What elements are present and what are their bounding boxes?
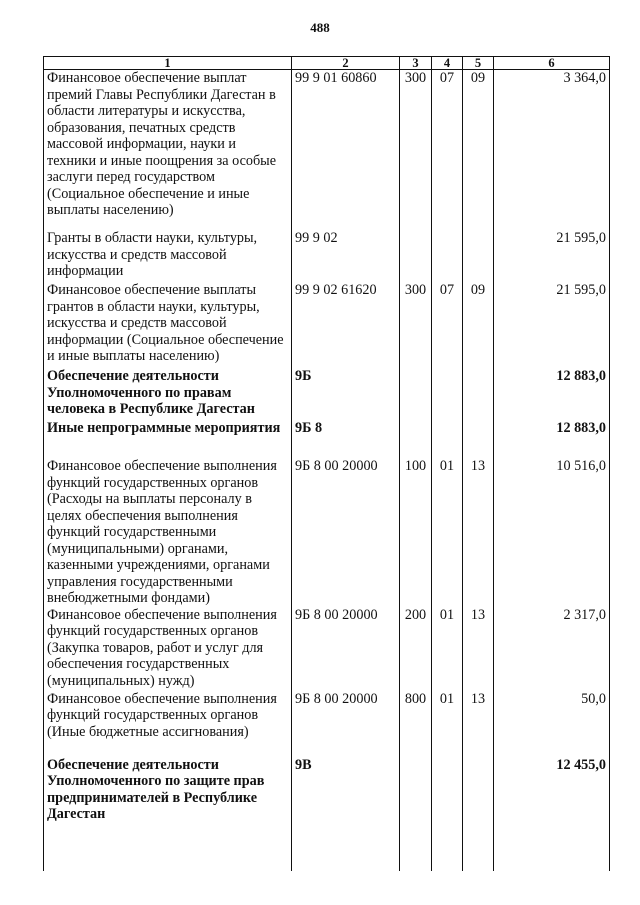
spacer-cell [292,847,400,871]
col-header-2: 2 [292,57,400,70]
row-amount: 12 883,0 [494,368,610,420]
row-section [432,757,463,847]
col-header-5: 5 [463,57,494,70]
budget-table [43,56,610,871]
row-expense-type: 800 [400,691,432,757]
row-code: 99 9 02 [292,230,400,282]
row-subsection [463,420,494,458]
table-body [44,70,610,871]
col-header-6: 6 [494,57,610,70]
row-subsection [463,757,494,847]
row-amount: 21 595,0 [494,282,610,368]
row-amount: 12 883,0 [494,420,610,458]
row-amount: 2 317,0 [494,607,610,691]
row-amount: 50,0 [494,691,610,757]
row-expense-type: 300 [400,70,432,231]
table-row [44,691,610,757]
row-subsection [463,230,494,282]
row-subsection: 13 [463,691,494,757]
spacer-cell [44,847,292,871]
table-header-row [44,57,610,70]
table-row [44,607,610,691]
row-section [432,230,463,282]
row-name: Финансовое обеспечение выплаты грантов в области науки, культуры, искусства и средств массовой информации (Социальное обеспечение и иные выплаты населению) [44,282,292,368]
row-name: Финансовое обеспечение выполнения функций государственных органов (Расходы на выплаты персоналу в целях обеспечения выполнения функций государственными (муниципальными) органами, казенными учреждениями, органами управления государственными внебюджетными фондами) [44,458,292,607]
row-code: 9В [292,757,400,847]
row-section [432,368,463,420]
row-name: Гранты в области науки, культуры, искусства и средств массовой информации [44,230,292,282]
row-section [432,420,463,458]
table-row [44,70,610,231]
table-row [44,420,610,458]
row-code: 9Б 8 00 20000 [292,691,400,757]
row-expense-type [400,757,432,847]
table-row [44,458,610,607]
row-expense-type [400,230,432,282]
row-name: Финансовое обеспечение выполнения функций государственных органов (Закупка товаров, работ и услуг для обеспечения государственных (муниципальных) нужд) [44,607,292,691]
spacer-cell [432,847,463,871]
row-name: Обеспечение деятельности Уполномоченного по правам человека в Республике Дагестан [44,368,292,420]
row-expense-type [400,420,432,458]
row-amount: 3 364,0 [494,70,610,231]
table-row [44,757,610,847]
page-number: 488 [310,20,330,35]
row-code: 9Б 8 00 20000 [292,458,400,607]
row-subsection: 13 [463,607,494,691]
row-name: Иные непрограммные мероприятия [44,420,292,458]
row-name: Финансовое обеспечение выполнения функций государственных органов (Иные бюджетные ассигнования) [44,691,292,757]
spacer-cell [400,847,432,871]
row-name: Финансовое обеспечение выплат премий Главы Республики Дагестан в области литературы и искусства, образования, печатных средств массовой информации, науки и техники и иные поощрения за особые заслуги перед государством (Социальное обеспечение и иные выплаты населению) [44,70,292,231]
row-amount: 21 595,0 [494,230,610,282]
row-section: 07 [432,282,463,368]
col-header-3: 3 [400,57,432,70]
table-row-spacer [44,847,610,871]
row-section: 07 [432,70,463,231]
table-row [44,368,610,420]
col-header-4: 4 [432,57,463,70]
row-section: 01 [432,691,463,757]
row-expense-type: 100 [400,458,432,607]
row-section: 01 [432,458,463,607]
row-section: 01 [432,607,463,691]
spacer-cell [494,847,610,871]
row-expense-type [400,368,432,420]
row-subsection: 09 [463,70,494,231]
row-code: 99 9 02 61620 [292,282,400,368]
row-subsection [463,368,494,420]
row-code: 9Б [292,368,400,420]
row-amount: 12 455,0 [494,757,610,847]
row-code: 9Б 8 [292,420,400,458]
table-row [44,230,610,282]
row-expense-type: 300 [400,282,432,368]
col-header-1: 1 [44,57,292,70]
row-subsection: 09 [463,282,494,368]
row-code: 9Б 8 00 20000 [292,607,400,691]
row-subsection: 13 [463,458,494,607]
table-row [44,282,610,368]
row-name: Обеспечение деятельности Уполномоченного по защите прав предпринимателей в Республике Дагестан [44,757,292,847]
row-amount: 10 516,0 [494,458,610,607]
spacer-cell [463,847,494,871]
row-expense-type: 200 [400,607,432,691]
row-code: 99 9 01 60860 [292,70,400,231]
